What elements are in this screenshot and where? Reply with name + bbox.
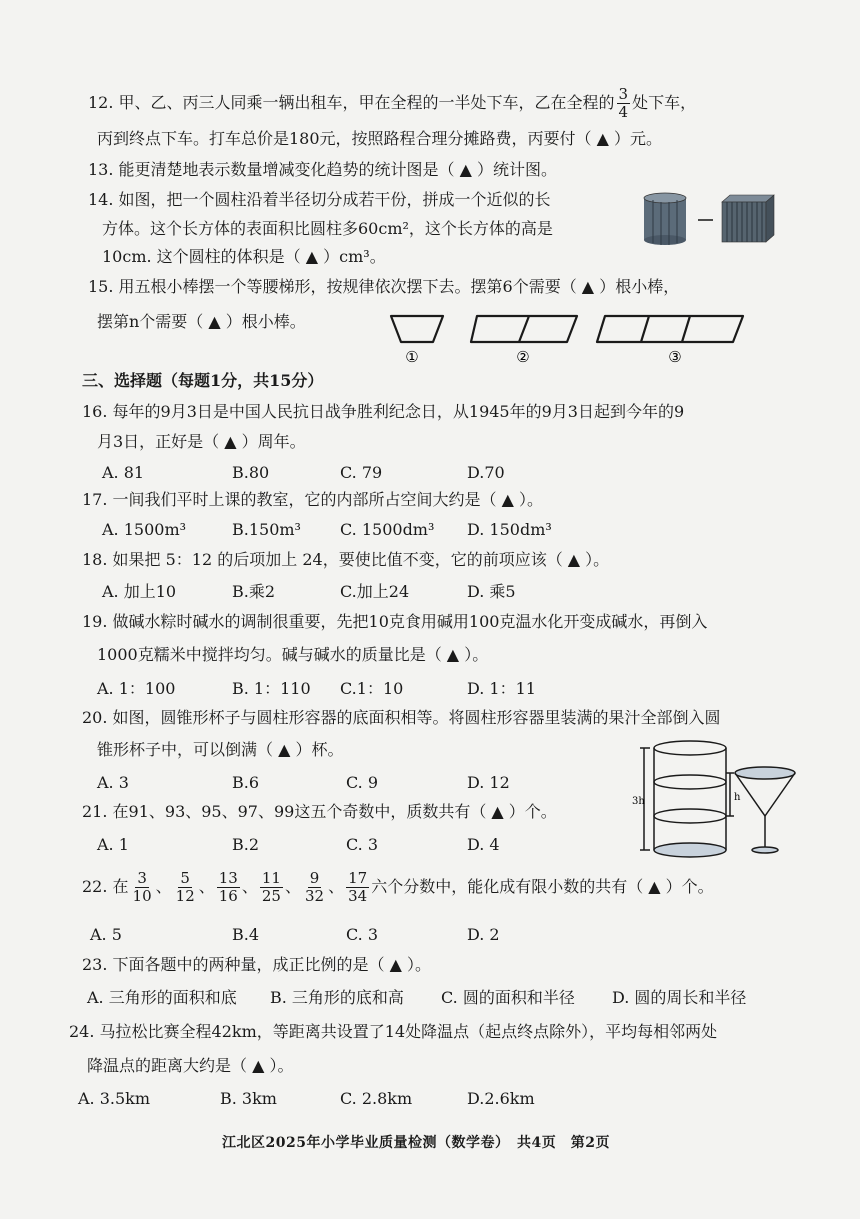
q24-line1: 24. 马拉松比赛全程42km，等距离共设置了14处降温点（起点终点除外），平均每相邻两处 — [69, 1022, 718, 1041]
q17-line1: 17. 一间我们平时上课的教室，它的内部所占空间大约是（ ▲ ）。 — [82, 490, 544, 509]
q14-line2: 方体。这个长方体的表面积比圆柱多60cm²，这个长方体的高是 — [102, 219, 553, 238]
trapezoid-pattern-3 — [597, 316, 743, 342]
q24-option-b: B. 3km — [220, 1089, 277, 1108]
q16-option-b: B.80 — [232, 463, 270, 482]
q14-line1: 14. 如图，把一个圆柱沿着半径切分成若干份，拼成一个近似的长 — [88, 190, 551, 209]
q21-option-a: A. 1 — [97, 835, 129, 854]
q19-option-b: B. 1：110 — [232, 679, 311, 698]
cuboid-shape — [722, 195, 774, 242]
q23-line1: 23. 下面各题中的两种量，成正比例的是（ ▲ ）。 — [82, 955, 432, 974]
trapezoid-pattern-2 — [471, 316, 577, 342]
q23-option-b: B. 三角形的底和高 — [270, 988, 404, 1007]
q18-line1: 18. 如果把 5：12 的后项加上 24，要使比值不变，它的前项应该（ ▲ ）。 — [82, 550, 610, 569]
q19-option-d: D. 1：11 — [467, 679, 536, 698]
q24-line2: 降温点的距离大约是（ ▲ ）。 — [87, 1056, 294, 1075]
cylinder-container — [654, 741, 726, 857]
q18-option-d: D. 乘5 — [467, 582, 516, 601]
trapezoid-pattern-1 — [391, 316, 443, 342]
q20-line2: 锥形杯子中，可以倒满（ ▲ ）杯。 — [97, 740, 344, 759]
q20-option-b: B.6 — [232, 773, 260, 792]
q17-option-c: C. 1500dm³ — [340, 520, 435, 539]
pattern-label-1: ① — [405, 348, 419, 366]
q13-line: 13. 能更清楚地表示数量增减变化趋势的统计图是（ ▲ ）统计图。 — [88, 160, 558, 179]
q17-option-a: A. 1500m³ — [102, 520, 187, 539]
page-footer: 江北区2025年小学毕业质量检测（数学卷） 共4页 第2页 — [222, 1135, 610, 1151]
q17-option-b: B.150m³ — [232, 520, 301, 539]
q21-option-c: C. 3 — [346, 835, 379, 854]
cone-cup — [735, 767, 795, 853]
q22-fraction-1: $\frac{3}{10}$ — [132, 869, 152, 905]
q21-line1: 21. 在91、93、95、97、99这五个奇数中，质数共有（ ▲ ）个。 — [82, 802, 557, 821]
label-3h: 3h — [632, 796, 645, 807]
pattern-label-3: ③ — [668, 348, 682, 366]
q24-option-c: C. 2.8km — [340, 1089, 413, 1108]
cylinder-and-cone-figure — [630, 738, 810, 863]
q23-option-d: D. 圆的周长和半径 — [612, 988, 747, 1007]
q22-fraction-2: $\frac{5}{12}$ — [175, 869, 195, 905]
pattern-label-2: ② — [516, 348, 530, 366]
q18-option-a: A. 加上10 — [102, 582, 177, 601]
q19-line2: 1000克糯米中搅拌均匀。碱与碱水的质量比是（ ▲ ）。 — [97, 645, 489, 664]
q20-option-d: D. 12 — [467, 773, 510, 792]
q19-option-a: A. 1：100 — [97, 679, 176, 698]
q15-line1: 15. 用五根小棒摆一个等腰梯形，按规律依次摆下去。摆第6个需要（ ▲ ）根小棒， — [88, 277, 680, 296]
q21-option-b: B.2 — [232, 835, 260, 854]
q20-option-a: A. 3 — [97, 773, 129, 792]
q22-option-d: D. 2 — [467, 925, 500, 944]
q20-option-c: C. 9 — [346, 773, 379, 792]
label-h: h — [734, 792, 741, 803]
q23-option-c: C. 圆的面积和半径 — [441, 988, 575, 1007]
q19-line1: 19. 做碱水粽时碱水的调制很重要，先把10克食用碱用100克温水化开变成碱水，再倒入 — [82, 612, 708, 631]
q21-option-d: D. 4 — [467, 835, 500, 854]
q16-line2: 月3日，正好是（ ▲ ）周年。 — [97, 432, 306, 451]
q22-fraction-3: $\frac{13}{16}$ — [218, 869, 238, 905]
section-3-heading: 三、选择题（每题1分，共15分） — [82, 371, 324, 390]
q18-option-b: B.乘2 — [232, 582, 276, 601]
height-h-marker — [726, 773, 734, 816]
q16-option-a: A. 81 — [102, 463, 145, 482]
trapezoid-pattern-figure — [385, 308, 755, 370]
q22-fraction-4: $\frac{11}{25}$ — [261, 869, 281, 905]
q22-fraction-6: $\frac{17}{34}$ — [348, 869, 368, 905]
q15-line2: 摆第n个需要（ ▲ ）根小棒。 — [97, 312, 306, 331]
q23-option-a: A. 三角形的面积和底 — [87, 988, 237, 1007]
q22-line1: 22. 在 $\frac{3}{10}$ 、 $\frac{5}{12}$ 、 $\frac{13}{16}$ 、 $\frac{11}{25}$ 、 $\frac{9}{32}$ 、 $\frac{17}{34}$ 六个分数中，能化成有限小数的共有（ ▲ ）个。 — [82, 869, 714, 905]
q24-option-a: A. 3.5km — [78, 1089, 151, 1108]
q20-line1: 20. 如图，圆锥形杯子与圆柱形容器的底面积相等。将圆柱形容器里装满的果汁全部倒入圆 — [82, 708, 721, 727]
q17-option-d: D. 150dm³ — [467, 520, 552, 539]
q12-line2: 丙到终点下车。打车总价是180元，按照路程合理分摊路费，丙要付（ ▲ ）元。 — [97, 129, 663, 148]
q18-option-c: C.加上24 — [340, 582, 410, 601]
q22-fraction-5: $\frac{9}{32}$ — [304, 869, 325, 905]
q22-option-a: A. 5 — [90, 925, 122, 944]
q16-option-d: D.70 — [467, 463, 505, 482]
fraction-three-quarters: $\frac{3}{4}$ — [618, 85, 629, 121]
q19-option-c: C.1：10 — [340, 679, 404, 698]
cylinder-shape — [644, 193, 686, 245]
q14-line3: 10cm. 这个圆柱的体积是（ ▲ ）cm³。 — [102, 247, 386, 266]
q22-option-c: C. 3 — [346, 925, 379, 944]
cylinder-to-cuboid-figure — [640, 190, 780, 250]
q22-option-b: B.4 — [232, 925, 260, 944]
q16-line1: 16. 每年的9月3日是中国人民抗日战争胜利纪念日，从1945年的9月3日起到今年的9 — [82, 402, 685, 421]
q16-option-c: C. 79 — [340, 463, 383, 482]
q24-option-d: D.2.6km — [467, 1089, 535, 1108]
q12-line1: 12. 甲、乙、丙三人同乘一辆出租车，甲在全程的一半处下车，乙在全程的 $\frac{3}{4}$ 处下车， — [88, 85, 697, 121]
